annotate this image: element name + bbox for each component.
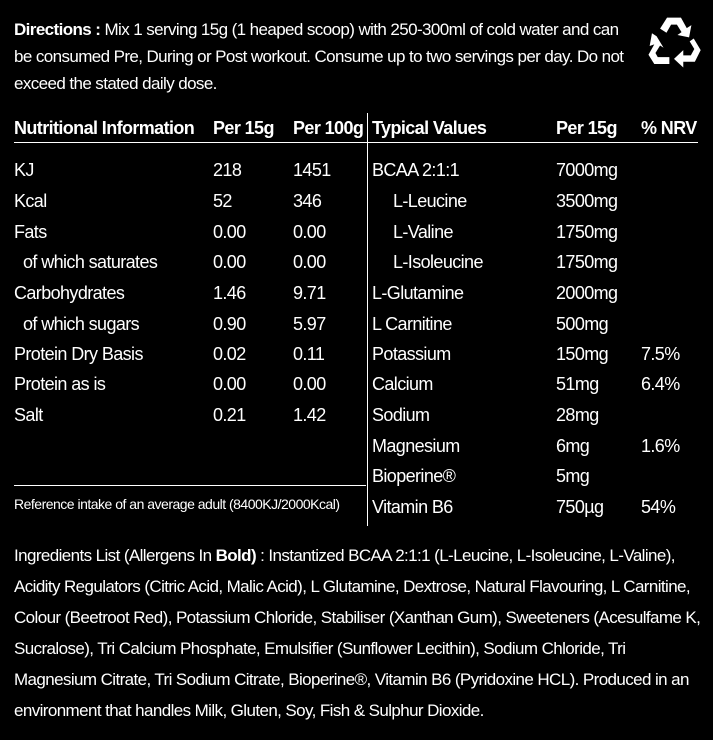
reference-intake-note: Reference intake of an average adult (8400KJ/2000Kcal) — [14, 496, 340, 512]
typical-row-nrv: 6.4% — [641, 374, 680, 394]
column-divider — [367, 113, 368, 526]
typical-row-per15: 51mg — [556, 374, 599, 394]
nutrition-row-name: Salt — [14, 405, 43, 425]
ingredients-body: : Instantized BCAA 2:1:1 (L-Leucine, L-Isoleucine, L-Valine), Acidity Regulators (Citric Acid, Malic Acid), L Glutamine, Dextrose, Natural Flavouring, L Carnitine, Colour (Beetroot Red), Potassium Chloride, Stabiliser (Xanthan Gum), Sweeteners (Acesulfame K, Sucralose), Tri Calcium Phosphate, Emulsifier (Sunflower Lecithin), Sodium Chloride, Tri Magnesium Citrate, Tri Sodium Citrate, Bioperine®, Vitamin B6 (Pyridoxine HCL). Produced in an environment that handles Milk, Gluten, Soy, Fish & Sulphur Dioxide. — [14, 546, 701, 720]
nutrition-row-per100: 5.97 — [293, 314, 326, 334]
reference-divider — [14, 485, 366, 486]
nutrition-row-per15: 0.21 — [213, 405, 246, 425]
nutrition-header-name: Nutritional Information — [14, 118, 195, 138]
nutrition-row-per15: 52 — [213, 191, 232, 211]
ingredients-bold: Bold) — [215, 546, 257, 565]
typical-row-nrv: 7.5% — [641, 344, 680, 364]
typical-row-per15: 3500mg — [556, 191, 618, 211]
typical-row-name: Vitamin B6 — [372, 497, 453, 517]
typical-row-nrv: 54% — [641, 497, 676, 517]
typical-row-name: Potassium — [372, 344, 451, 364]
nutrition-row-name: Protein as is — [14, 374, 106, 394]
nutrition-row-per15: 0.02 — [213, 344, 246, 364]
typical-row-name: Bioperine® — [372, 466, 456, 486]
typical-row-per15: 1750mg — [556, 222, 618, 242]
nutrition-header-per15: Per 15g — [213, 118, 274, 138]
nutrition-row-per100: 1.42 — [293, 405, 326, 425]
nutrition-row-per15: 0.00 — [213, 222, 246, 242]
typical-row-name: L-Leucine — [393, 191, 467, 211]
nutrition-row-name: Protein Dry Basis — [14, 344, 143, 364]
nutrition-row-name: of which sugars — [23, 314, 140, 334]
typical-row-per15: 28mg — [556, 405, 599, 425]
typical-row-per15: 150mg — [556, 344, 609, 364]
recycle-icon — [645, 14, 703, 70]
typical-row-name: L-Valine — [393, 222, 453, 242]
typical-row-per15: 5mg — [556, 466, 590, 486]
ingredients-lead: Ingredients List (Allergens In — [14, 546, 216, 565]
typical-row-name: L-Glutamine — [372, 283, 464, 303]
nutrition-row-per100: 0.11 — [293, 344, 325, 364]
typical-row-name: L Carnitine — [372, 314, 452, 334]
header-divider — [14, 142, 698, 143]
typical-row-per15: 500mg — [556, 314, 609, 334]
nutrition-row-name: Carbohydrates — [14, 283, 125, 303]
typical-row-name: Sodium — [372, 405, 430, 425]
typical-row-name: Magnesium — [372, 436, 460, 456]
nutrition-row-per15: 0.90 — [213, 314, 246, 334]
nutrition-row-per100: 0.00 — [293, 252, 326, 272]
nutrition-row-per100: 9.71 — [293, 283, 326, 303]
typical-header-per15: Per 15g — [556, 118, 617, 138]
nutrition-row-per100: 346 — [293, 191, 322, 211]
typical-row-nrv: 1.6% — [641, 436, 680, 456]
nutrition-header-per100: Per 100g — [293, 118, 364, 138]
directions-body: Mix 1 serving 15g (1 heaped scoop) with 250-300ml of cold water and can be consumed Pre, During or Post workout. Consume up to two servings per day. Do not exceed the stated daily dose. — [14, 20, 624, 93]
nutrition-row-per100: 1451 — [293, 160, 331, 180]
nutrition-row-name: KJ — [14, 160, 34, 180]
typical-header-name: Typical Values — [372, 118, 487, 138]
ingredients-list — [14, 540, 704, 726]
nutrition-row-per100: 0.00 — [293, 222, 326, 242]
typical-header-nrv: % NRV — [641, 118, 697, 138]
nutrition-row-per15: 218 — [213, 160, 242, 180]
typical-row-per15: 7000mg — [556, 160, 618, 180]
nutrition-row-per15: 0.00 — [213, 252, 246, 272]
nutrition-row-name: Kcal — [14, 191, 47, 211]
nutrition-row-name: Fats — [14, 222, 47, 242]
directions-text — [14, 16, 629, 97]
typical-row-name: BCAA 2:1:1 — [372, 160, 460, 180]
nutrition-row-per15: 0.00 — [213, 374, 246, 394]
typical-row-name: Calcium — [372, 374, 433, 394]
typical-row-per15: 2000mg — [556, 283, 618, 303]
typical-row-per15: 6mg — [556, 436, 590, 456]
nutrition-row-per15: 1.46 — [213, 283, 246, 303]
typical-row-per15: 1750mg — [556, 252, 618, 272]
directions-label: Directions : — [14, 20, 101, 39]
typical-row-per15: 750µg — [556, 497, 604, 517]
nutrition-row-per100: 0.00 — [293, 374, 326, 394]
typical-row-name: L-Isoleucine — [393, 252, 483, 272]
nutrition-row-name: of which saturates — [23, 252, 158, 272]
